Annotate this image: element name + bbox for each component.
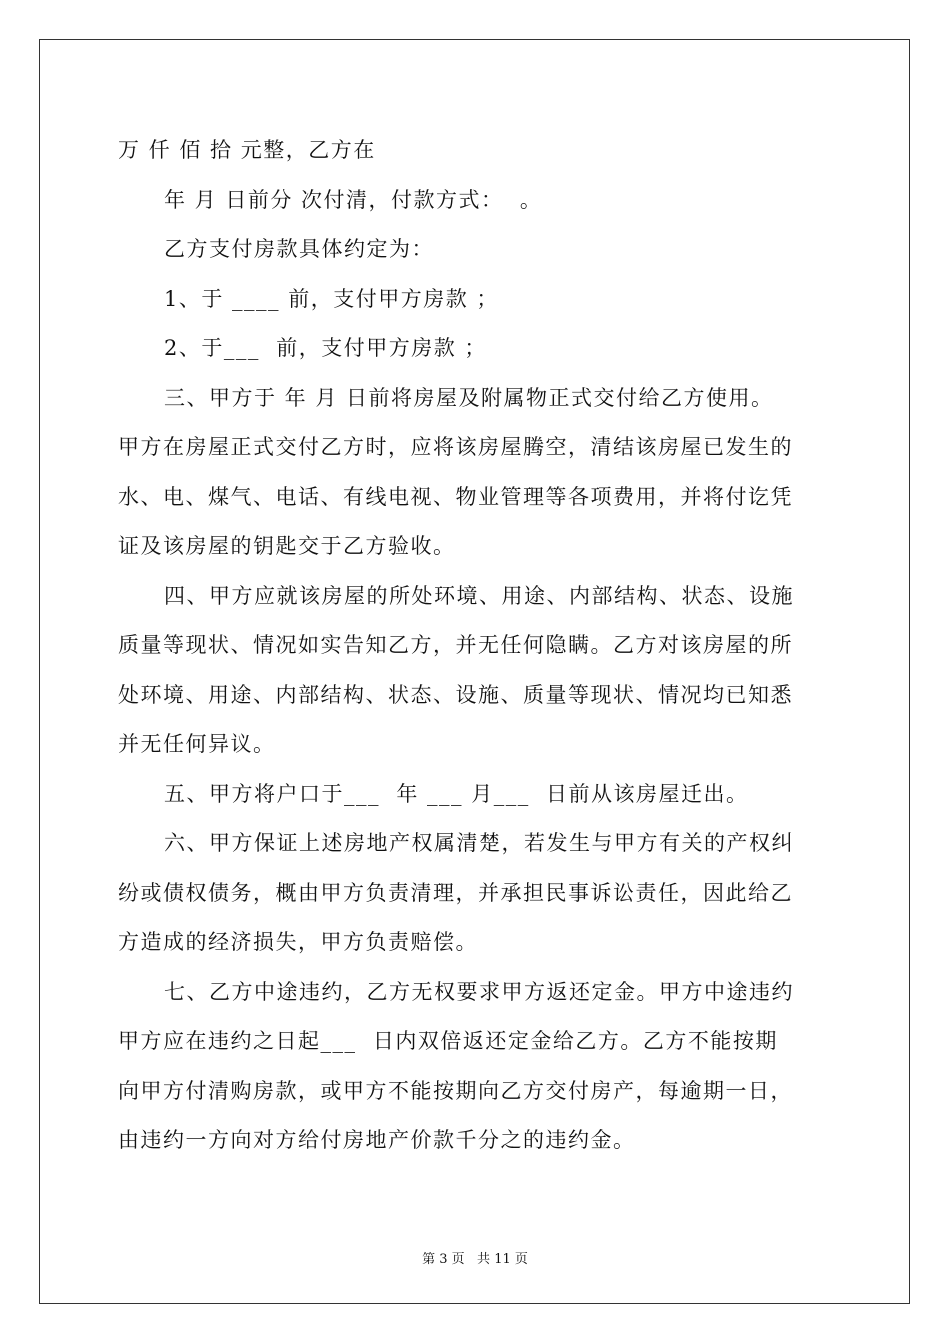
text-line-5: 2、于___ 前，支付甲方房款 ；: [164, 336, 487, 360]
text-line-6: 三、甲方于 年 月 日前将房屋及附属物正式交付给乙方使用。: [164, 385, 774, 410]
text-line-12: 处环境、用途、内部结构、状态、设施、质量等现状、情况均已知悉: [118, 682, 793, 707]
text-line-8: 水、电、煤气、电话、有线电视、物业管理等各项费用，并将付讫凭: [118, 484, 793, 509]
text-line-20: 向甲方付清购房款，或甲方不能按期向乙方交付房产，每逾期一日，: [118, 1078, 793, 1103]
text-line-3: 乙方支付房款具体约定为：: [164, 237, 434, 261]
page-footer: 第 3 页 共 11 页: [422, 1252, 528, 1267]
text-line-1: 万 仟 佰 拾 元整，乙方在: [118, 138, 376, 162]
text-line-15: 六、甲方保证上述房地产权属清楚，若发生与甲方有关的产权纠: [164, 831, 794, 855]
text-line-7: 甲方在房屋正式交付乙方时，应将该房屋腾空，清结该房屋已发生的: [118, 435, 793, 459]
text-line-9: 证及该房屋的钥匙交于乙方验收。: [118, 534, 456, 558]
text-line-16: 纷或债权债务，概由甲方负责清理，并承担民事诉讼责任，因此给乙: [118, 880, 793, 905]
text-line-2: 年 月 日前分 次付清，付款方式： 。: [164, 187, 543, 212]
text-line-17: 方造成的经济损失，甲方负责赔偿。: [118, 930, 478, 954]
text-line-4: 1、于 ____ 前，支付甲方房款 ；: [164, 286, 499, 311]
text-line-11: 质量等现状、情况如实告知乙方，并无任何隐瞒。乙方对该房屋的所: [118, 633, 793, 657]
text-line-21: 由违约一方向对方给付房地产价款千分之的违约金。: [118, 1128, 636, 1152]
text-line-13: 并无任何异议。: [118, 732, 276, 756]
text-line-14: 五、甲方将户口于___ 年 ___ 月___ 日前从该房屋迁出。: [164, 781, 749, 806]
text-line-10: 四、甲方应就该房屋的所处环境、用途、内部结构、状态、设施: [164, 583, 794, 608]
text-line-19: 甲方应在违约之日起___ 日内双倍返还定金给乙方。乙方不能按期: [118, 1029, 778, 1053]
text-line-18: 七、乙方中途违约，乙方无权要求甲方返还定金。甲方中途违约: [164, 979, 794, 1004]
document-body: [118, 126, 838, 1166]
